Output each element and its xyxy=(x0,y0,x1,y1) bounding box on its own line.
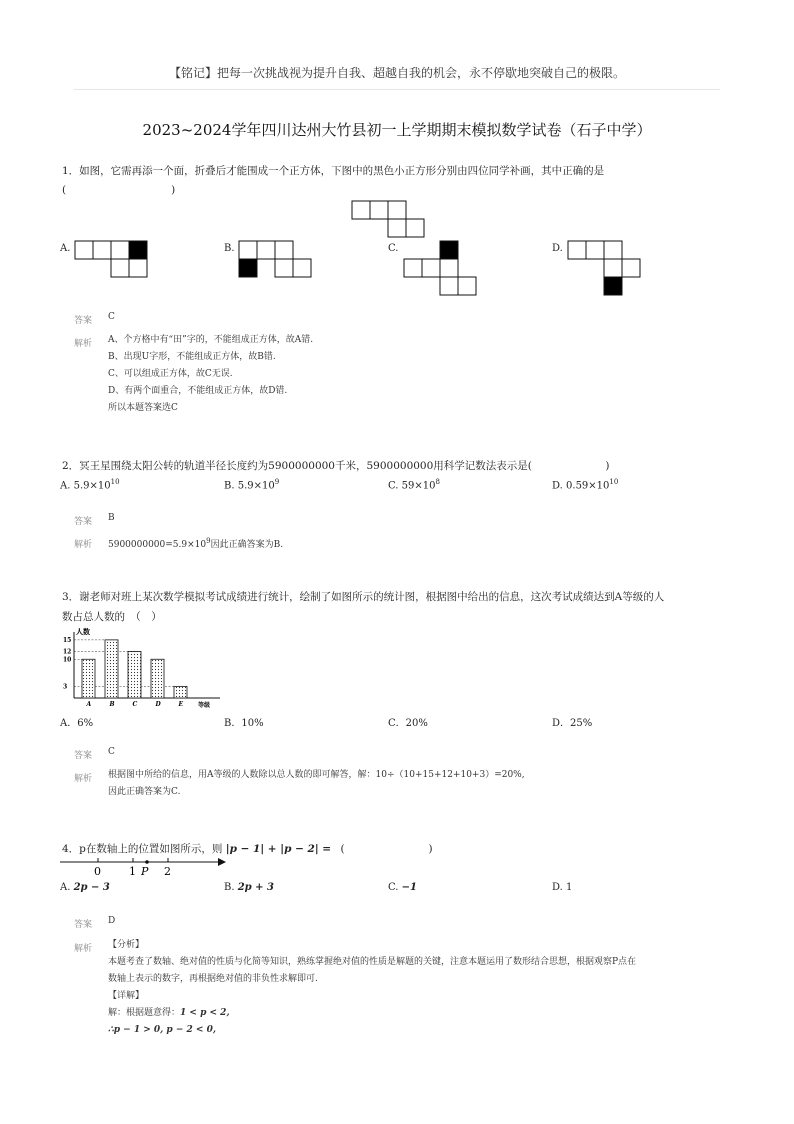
explain-line: B、出现U字形，不能组成正方体，故B错. xyxy=(108,352,276,362)
net-cell xyxy=(458,277,476,295)
q2-option-c[interactable] xyxy=(388,478,440,491)
net-cell xyxy=(129,259,147,277)
option-math: 1 xyxy=(566,882,573,893)
q1-explain-label: 解析 xyxy=(74,339,93,349)
bar-A xyxy=(82,659,95,698)
q3-explain-label: 解析 xyxy=(74,774,93,784)
q3-stem-line2: 数占总人数的 （ ） xyxy=(62,611,162,623)
net-cell xyxy=(440,259,458,277)
y-tick-label: 10 xyxy=(63,656,72,664)
q1-paren: ( ) xyxy=(62,184,176,196)
detail-line: ∴p − 1 > 0, p − 2 < 0, xyxy=(108,1025,216,1035)
q1-option-a-figure[interactable] xyxy=(74,240,154,280)
q1-option-c-label[interactable]: C. xyxy=(388,243,399,254)
q4-option-a[interactable] xyxy=(60,882,110,893)
analysis-head: 【分析】 xyxy=(108,940,145,950)
x-axis-title: 等级 xyxy=(198,702,211,709)
black-cell xyxy=(604,277,622,295)
option-base: 5.9×10 xyxy=(73,480,111,492)
net-cell xyxy=(422,259,440,277)
q4-paren: ( ) xyxy=(340,843,433,855)
q4-option-d[interactable] xyxy=(552,882,572,893)
axis-arrow-icon xyxy=(218,858,226,866)
q1-explanation xyxy=(108,332,313,417)
q3-answer-label: 答案 xyxy=(74,751,93,761)
q3-stem-line1: 3．谢老师对班上某次数学模拟考试成绩进行统计，绘制了如图所示的统计图，根据图中给出的信息，这次考试成绩达到A等级的人 xyxy=(62,591,665,603)
option-exp: 9 xyxy=(274,478,280,486)
q4-explanation xyxy=(108,937,708,1039)
q4-number-line xyxy=(58,852,228,878)
q4-stem-text: 4．p在数轴上的位置如图所示，则 xyxy=(62,843,223,855)
x-tick-label: E xyxy=(178,701,184,708)
y-tick-label: 3 xyxy=(63,683,68,691)
option-label: C. xyxy=(388,480,399,492)
black-cell xyxy=(239,259,257,277)
axis-label-0: 0 xyxy=(94,865,101,878)
x-tick-label: D xyxy=(155,701,161,708)
q2-stem: 2．冥王星围绕太阳公转的轨道半径长度约为5900000000千米，5900000000用科学记数法表示是( ) xyxy=(62,460,610,472)
y-tick-label: 12 xyxy=(63,648,72,656)
net-cell xyxy=(293,259,311,277)
explain-exp: 9 xyxy=(206,537,211,545)
q1-option-d-label[interactable]: D. xyxy=(552,243,563,254)
explain-pre: 5900000000=5.9×10 xyxy=(108,540,207,550)
q2-answer: B xyxy=(108,513,115,523)
black-cell xyxy=(440,241,458,259)
q4-option-b[interactable] xyxy=(224,882,274,893)
net-cell xyxy=(404,259,422,277)
option-label: B. xyxy=(224,480,235,492)
q2-option-b[interactable] xyxy=(224,478,279,491)
analysis-line: 本题考查了数轴、绝对值的性质与化简等知识，熟练掌握绝对值的性质是解题的关键，注意本题运用了数形结合思想，根据观察P点在 xyxy=(108,957,637,967)
option-label: D. xyxy=(552,480,563,492)
q1-option-d-figure[interactable] xyxy=(567,240,647,298)
x-tick-label: C xyxy=(132,701,138,708)
motto: 【铭记】把每一次挑战视为提升自我、超越自我的机会，永不停歇地突破自己的极限。 xyxy=(168,66,625,80)
option-exp: 10 xyxy=(110,478,120,486)
net-cell xyxy=(275,259,293,277)
net-cell xyxy=(111,259,129,277)
q4-option-c[interactable] xyxy=(388,882,417,893)
q3-explanation xyxy=(108,767,525,801)
divider xyxy=(74,89,720,90)
q1-option-b-figure[interactable] xyxy=(238,240,318,280)
page-title: 2023~2024学年四川达州大竹县初一上学期期末模拟数学试卷（石子中学） xyxy=(142,121,652,139)
net-cell xyxy=(93,241,111,259)
q2-option-d[interactable] xyxy=(552,478,618,491)
net-cell xyxy=(586,241,604,259)
net-cell xyxy=(239,241,257,259)
q4-explain-label: 解析 xyxy=(74,944,93,954)
net-cell xyxy=(440,277,458,295)
q1-answer-label: 答案 xyxy=(74,316,93,326)
net-cell xyxy=(604,259,622,277)
q3-option-d[interactable]: D．25% xyxy=(552,718,593,729)
q3-option-b[interactable]: B．10% xyxy=(224,718,264,729)
net-cell xyxy=(388,219,406,237)
bar-D xyxy=(151,659,164,698)
q3-answer: C xyxy=(108,747,115,757)
q1-stem: 1．如图，它需再添一个面，折叠后才能围成一个正方体，下图中的黑色小正方形分别由四位同学补画，其中正确的是 xyxy=(62,165,605,177)
option-math: 2p − 3 xyxy=(73,882,110,893)
q4-answer: D xyxy=(108,916,116,926)
explain-line: A、个方格中有“田”字的，不能组成正方体，故A错. xyxy=(108,335,314,345)
q1-net-figure xyxy=(350,200,440,240)
y-axis-title: 人数 xyxy=(76,627,90,636)
explain-line: D、有两个面重合，不能组成正方体，故D错. xyxy=(108,386,288,396)
explain-line: 所以本题答案选C xyxy=(108,403,178,413)
q3-option-a[interactable]: A．6% xyxy=(60,718,94,729)
option-base: 5.9×10 xyxy=(237,480,275,492)
q3-option-c[interactable]: C．20% xyxy=(388,718,428,729)
q3-bar-chart xyxy=(58,626,228,712)
q2-option-a[interactable] xyxy=(60,478,120,491)
detail-math: 1 < p < 2, xyxy=(180,1008,230,1018)
x-tick-label: A xyxy=(86,701,92,708)
detail-line xyxy=(108,1005,708,1022)
option-math: −1 xyxy=(401,882,418,893)
axis-label-p: P xyxy=(141,865,149,878)
option-label: D. xyxy=(552,882,563,893)
explain-line: 因此正确答案为C. xyxy=(108,787,181,797)
q1-answer: C xyxy=(108,312,115,322)
axis-label-2: 2 xyxy=(164,865,171,878)
explain-post: 因此正确答案为B. xyxy=(210,540,284,550)
option-exp: 8 xyxy=(435,478,440,486)
option-label: B. xyxy=(224,882,235,893)
y-tick-label: 15 xyxy=(63,636,72,644)
q1-option-b-label[interactable]: B. xyxy=(224,243,235,254)
explain-line: C、可以组成正方体，故C无误. xyxy=(108,369,233,379)
axis-label-1: 1 xyxy=(129,865,136,878)
net-cell xyxy=(370,201,388,219)
q4-stem-math: |p − 1| + |p − 2| = xyxy=(225,843,332,855)
option-exp: 10 xyxy=(609,478,619,486)
analysis-line: 数轴上表示的数字，再根据绝对值的非负性求解即可. xyxy=(108,974,318,984)
detail-head: 【详解】 xyxy=(108,991,145,1001)
net-cell xyxy=(75,241,93,259)
q2-explain-label: 解析 xyxy=(74,540,93,550)
option-base: 59×10 xyxy=(401,480,436,492)
net-cell xyxy=(388,201,406,219)
net-cell xyxy=(622,259,640,277)
option-label: A. xyxy=(60,480,71,492)
q1-option-c-figure[interactable] xyxy=(403,240,483,298)
option-label: A. xyxy=(60,882,71,893)
q2-answer-label: 答案 xyxy=(74,517,93,527)
q4-answer-label: 答案 xyxy=(74,920,93,930)
bar-C xyxy=(128,652,141,699)
detail-text: 解：根据题意得： xyxy=(108,1008,181,1018)
net-cell xyxy=(568,241,586,259)
net-cell xyxy=(111,241,129,259)
option-base: 0.59×10 xyxy=(566,480,610,492)
q2-explanation xyxy=(108,533,283,554)
bar-B xyxy=(105,640,118,698)
point-p xyxy=(145,860,149,864)
option-label: C. xyxy=(388,882,399,893)
net-cell xyxy=(604,241,622,259)
bar-E xyxy=(174,686,187,698)
x-tick-label: B xyxy=(109,701,115,708)
option-math: 2p + 3 xyxy=(237,882,274,893)
black-cell xyxy=(129,241,147,259)
net-cell xyxy=(352,201,370,219)
net-cell xyxy=(275,241,293,259)
q1-option-a-label[interactable]: A. xyxy=(60,243,71,254)
net-cell xyxy=(257,241,275,259)
explain-line: 根据图中所给的信息，用A等级的人数除以总人数的即可解答，解：10÷（10+15+12+10+3）=20%, xyxy=(108,770,525,780)
net-cell xyxy=(406,219,424,237)
